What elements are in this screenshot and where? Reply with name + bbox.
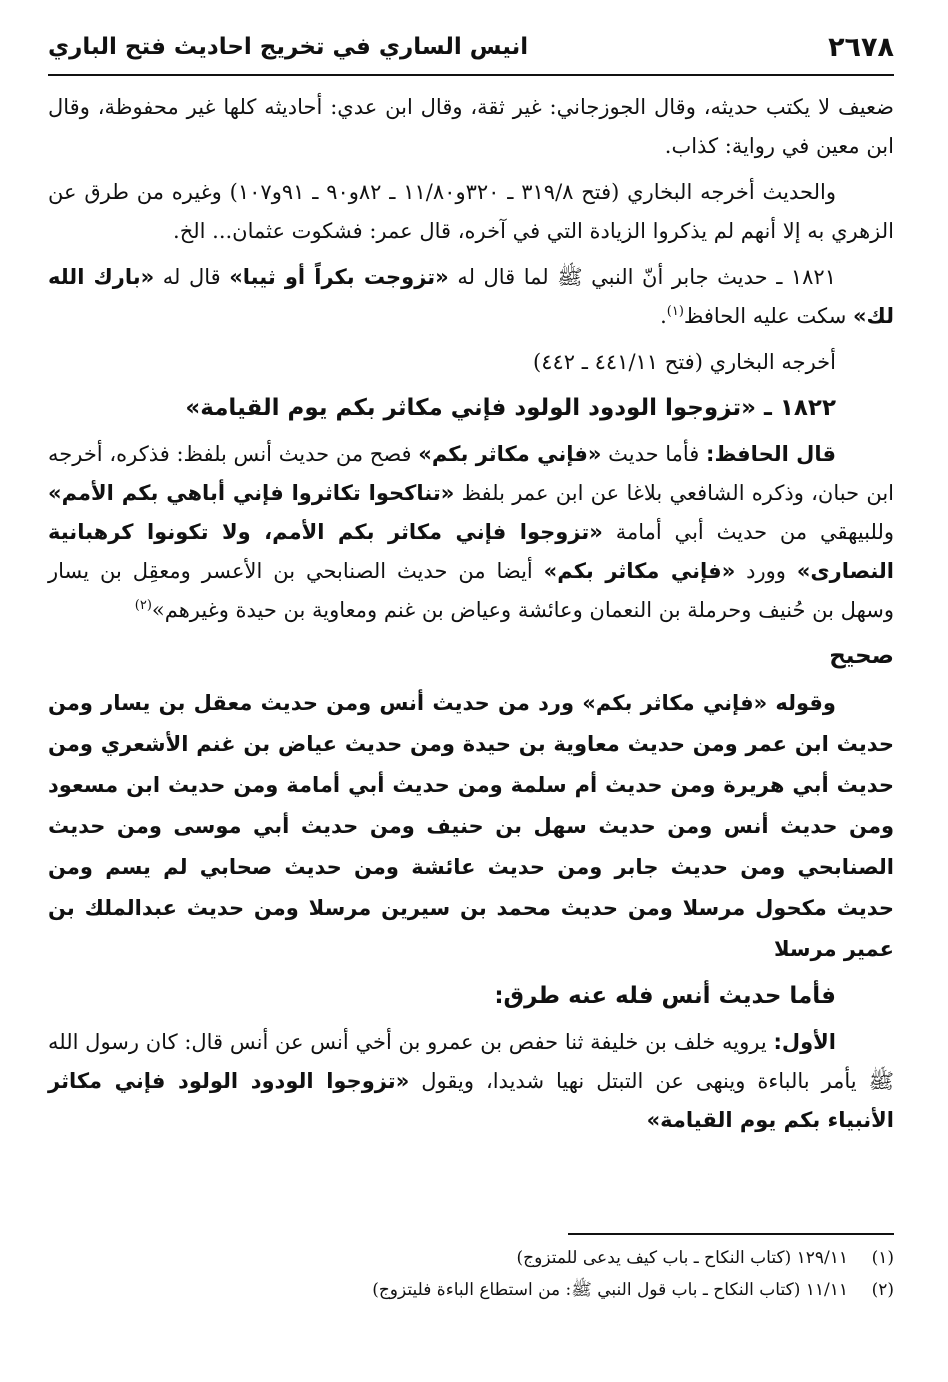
footnote-separator bbox=[568, 1233, 894, 1235]
hadith-1821-mid: قال له bbox=[162, 265, 221, 289]
hafiz-commentary bbox=[48, 435, 894, 630]
anas-routes-heading: فأما حديث أنس فله عنه طرق: bbox=[494, 983, 836, 1009]
hafiz-text-1: فأما حديث bbox=[608, 442, 700, 466]
first-route-label: الأول: bbox=[773, 1030, 836, 1054]
main-text bbox=[48, 88, 894, 1147]
hadith-1821-comment: سكت عليه الحافظ bbox=[683, 304, 847, 328]
hadith-1821-quote-2: «بارك الله لك» bbox=[48, 265, 894, 328]
paragraph-bukhari-sources: والحديث أخرجه البخاري (فتح ٣١٩/٨ ـ ٣٢٠و١١/٨٠ ـ ٨٢و٩٠ ـ ٩١و١٠٧) وغيره من طرق عن الزهري به إلا أنهم لم يذكروا الزيادة التي في آخره، قال عمر: فشكوت عثمان... الخ. bbox=[48, 180, 894, 243]
hafiz-text-3: وللبيهقي من حديث أبي أمامة bbox=[615, 520, 894, 544]
hafiz-quote-2: «تناكحوا تكاثروا فإني أباهي بكم الأمم» bbox=[48, 481, 455, 505]
paragraph-bukhari-ref: أخرجه البخاري (فتح ٤٤١/١١ ـ ٤٤٢) bbox=[533, 350, 836, 374]
footnote-2 bbox=[48, 1274, 894, 1306]
hadith-1821-quote-1: «تزوجت بكراً أو ثيبا» bbox=[229, 265, 449, 289]
footnote-1-number: (١) bbox=[871, 1248, 894, 1268]
paragraph-narrator-grading: ضعيف لا يكتب حديثه، وقال الجوزجاني: غير ثقة، وقال ابن عدي: أحاديثه كلها غير محفوظة، وقال ابن معين في رواية: كذاب. bbox=[48, 95, 894, 158]
first-route-paragraph bbox=[48, 1023, 894, 1140]
hafiz-text-2: فصح من حديث أنس بلفظ: فذكره، أخرجه ابن حبان، وذكره الشافعي بلاغا عن ابن عمر بلفظ bbox=[48, 442, 894, 505]
hadith-1821-end: . bbox=[660, 304, 667, 328]
hadith-1821 bbox=[48, 258, 894, 336]
hafiz-text-5: أيضا من حديث الصنابحي بن الأعسر ومعقِل بن يسار وسهل بن حُنيف وحرملة بن النعمان وعائشة وعياض بن غنم ومعاوية بن حيدة وغيرهم» bbox=[48, 559, 894, 622]
footnotes bbox=[48, 1242, 894, 1306]
hafiz-label: قال الحافظ: bbox=[706, 442, 836, 466]
hafiz-quote-4: «فإني مكاثر بكم» bbox=[543, 559, 736, 583]
footnote-2-text: ١١/١١ (كتاب النكاح ـ باب قول النبي ﷺ: من استطاع الباءة فليتزوج) bbox=[372, 1280, 848, 1300]
book-title: انيس الساري في تخريج احاديث فتح الباري bbox=[48, 34, 529, 60]
page-number: ٢٦٧٨ bbox=[828, 32, 894, 63]
hafiz-quote-1: «فإني مكاثر بكم» bbox=[418, 442, 602, 466]
footnote-1 bbox=[48, 1242, 894, 1274]
hadith-1822-heading: ١٨٢٢ ـ «تزوجوا الودود الولود فإني مكاثر بكم يوم القيامة» bbox=[185, 395, 836, 421]
grading-paragraph: وقوله «فإني مكاثر بكم» ورد من حديث أنس ومن حديث معقل بن يسار ومن حديث ابن عمر ومن حديث معاوية بن حيدة ومن حديث عياض بن غنم الأشعري ومن حديث أبي هريرة ومن حديث أم سلمة ومن حديث أبي أمامة ومن حديث ابن مسعود ومن حديث أنس ومن حديث سهل بن حنيف ومن حديث أبي موسى ومن حديث الصنابحي ومن حديث جابر ومن حديث عائشة ومن حديث صحابي لم يسم ومن حديث مكحول مرسلا ومن حديث محمد بن سيرين مرسلا ومن حديث عبدالملك بن عمير مرسلا bbox=[48, 691, 894, 961]
running-header bbox=[48, 30, 894, 76]
footnote-ref-2: (٢) bbox=[134, 598, 152, 613]
sahih-heading: صحيح bbox=[829, 643, 894, 669]
first-route-quote: «تزوجوا الودود الولود فإني مكاثر الأنبياء بكم يوم القيامة» bbox=[48, 1069, 894, 1132]
first-route-text: يرويه خلف بن خليفة ثنا حفص بن عمرو بن أخي أنس عن أنس قال: كان رسول الله ﷺ يأمر بالباءة وينهى عن التبتل نهيا شديدا، ويقول bbox=[48, 1030, 894, 1093]
footnote-2-number: (٢) bbox=[871, 1280, 894, 1300]
hadith-1821-intro: ١٨٢١ ـ حديث جابر أنّ النبي ﷺ لما قال له bbox=[457, 265, 836, 289]
footnote-ref-1: (١) bbox=[666, 304, 684, 319]
hafiz-text-4: وورد bbox=[746, 559, 786, 583]
footnote-1-text: ١٢٩/١١ (كتاب النكاح ـ باب كيف يدعى للمتزوج) bbox=[516, 1248, 848, 1268]
hafiz-quote-3: «تزوجوا فإني مكاثر بكم الأمم، ولا تكونوا كرهبانية النصارى» bbox=[48, 520, 894, 583]
